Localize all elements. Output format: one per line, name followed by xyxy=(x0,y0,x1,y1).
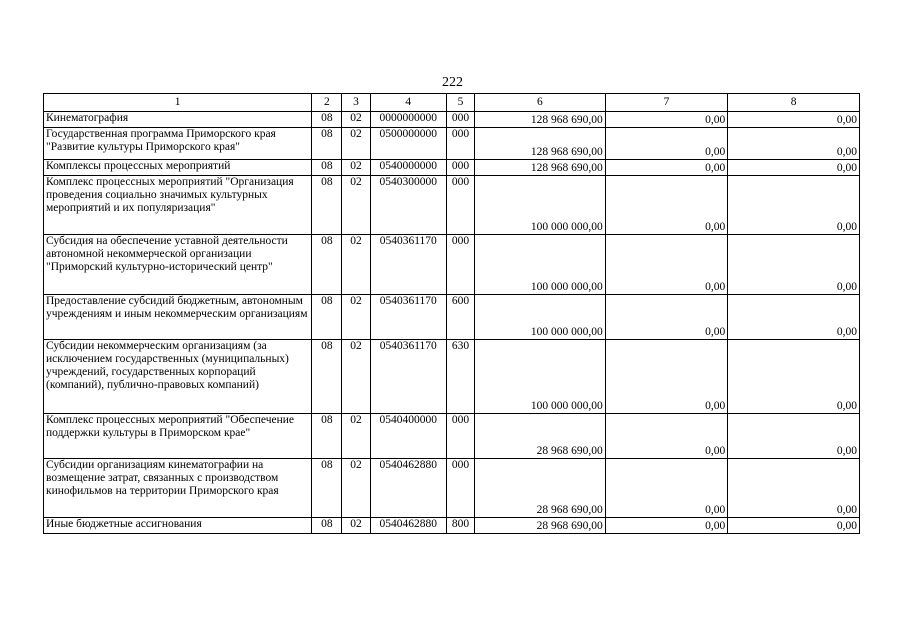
table-row xyxy=(44,459,860,518)
section-code: 08 xyxy=(312,160,342,176)
amount-col7: 0,00 xyxy=(605,340,728,414)
subsection-code: 02 xyxy=(342,235,370,295)
column-header: 6 xyxy=(475,94,606,112)
expense-type-code: 000 xyxy=(446,414,474,459)
target-article-code: 0540400000 xyxy=(370,414,446,459)
section-code: 08 xyxy=(312,518,342,534)
amount-col8: 0,00 xyxy=(728,295,860,340)
amount-col6: 128 968 690,00 xyxy=(475,128,606,160)
column-header: 8 xyxy=(728,94,860,112)
table-row xyxy=(44,235,860,295)
row-name: Кинематография xyxy=(44,112,312,128)
table-row xyxy=(44,518,860,534)
subsection-code: 02 xyxy=(342,459,370,518)
amount-col7: 0,00 xyxy=(605,176,728,235)
expense-type-code: 000 xyxy=(446,112,474,128)
amount-col8: 0,00 xyxy=(728,176,860,235)
column-header: 5 xyxy=(446,94,474,112)
expense-type-code: 000 xyxy=(446,160,474,176)
subsection-code: 02 xyxy=(342,414,370,459)
amount-col6: 100 000 000,00 xyxy=(475,235,606,295)
table-header-row xyxy=(44,94,860,112)
row-name: Иные бюджетные ассигнования xyxy=(44,518,312,534)
row-name: Комплекс процессных мероприятий "Обеспечение поддержки культуры в Приморском крае" xyxy=(44,414,312,459)
column-header: 4 xyxy=(370,94,446,112)
row-name: Комплексы процессных мероприятий xyxy=(44,160,312,176)
expense-type-code: 600 xyxy=(446,295,474,340)
amount-col6: 28 968 690,00 xyxy=(475,459,606,518)
subsection-code: 02 xyxy=(342,340,370,414)
section-code: 08 xyxy=(312,235,342,295)
column-header: 3 xyxy=(342,94,370,112)
row-name: Субсидии некоммерческим организациям (за исключением государственных (муниципальных) учреждений, государственных корпораций (компаний), публично-правовых компаний) xyxy=(44,340,312,414)
row-name: Предоставление субсидий бюджетным, автономным учреждениям и иным некоммерческим организациям xyxy=(44,295,312,340)
amount-col6: 28 968 690,00 xyxy=(475,414,606,459)
amount-col8: 0,00 xyxy=(728,235,860,295)
column-header: 1 xyxy=(44,94,312,112)
expense-type-code: 000 xyxy=(446,235,474,295)
table-row xyxy=(44,112,860,128)
subsection-code: 02 xyxy=(342,128,370,160)
target-article-code: 0540361170 xyxy=(370,235,446,295)
row-name: Государственная программа Приморского края "Развитие культуры Приморского края" xyxy=(44,128,312,160)
target-article-code: 0540300000 xyxy=(370,176,446,235)
amount-col7: 0,00 xyxy=(605,518,728,534)
row-name: Комплекс процессных мероприятий "Организация проведения социально значимых культурных мероприятий и их популяризация" xyxy=(44,176,312,235)
target-article-code: 0540462880 xyxy=(370,459,446,518)
amount-col8: 0,00 xyxy=(728,459,860,518)
amount-col7: 0,00 xyxy=(605,235,728,295)
amount-col6: 28 968 690,00 xyxy=(475,518,606,534)
section-code: 08 xyxy=(312,295,342,340)
amount-col6: 100 000 000,00 xyxy=(475,340,606,414)
budget-table xyxy=(43,93,860,534)
section-code: 08 xyxy=(312,459,342,518)
section-code: 08 xyxy=(312,414,342,459)
amount-col6: 128 968 690,00 xyxy=(475,160,606,176)
target-article-code: 0540361170 xyxy=(370,295,446,340)
amount-col7: 0,00 xyxy=(605,414,728,459)
table-row xyxy=(44,176,860,235)
subsection-code: 02 xyxy=(342,112,370,128)
amount-col8: 0,00 xyxy=(728,518,860,534)
section-code: 08 xyxy=(312,176,342,235)
page-number: 222 xyxy=(442,75,463,90)
amount-col8: 0,00 xyxy=(728,128,860,160)
column-header: 2 xyxy=(312,94,342,112)
table-row xyxy=(44,160,860,176)
expense-type-code: 630 xyxy=(446,340,474,414)
section-code: 08 xyxy=(312,112,342,128)
row-name: Субсидия на обеспечение уставной деятельности автономной некоммерческой организации "Приморский культурно-исторический центр" xyxy=(44,235,312,295)
amount-col8: 0,00 xyxy=(728,160,860,176)
amount-col7: 0,00 xyxy=(605,128,728,160)
amount-col7: 0,00 xyxy=(605,459,728,518)
section-code: 08 xyxy=(312,128,342,160)
section-code: 08 xyxy=(312,340,342,414)
amount-col7: 0,00 xyxy=(605,295,728,340)
subsection-code: 02 xyxy=(342,176,370,235)
subsection-code: 02 xyxy=(342,160,370,176)
amount-col8: 0,00 xyxy=(728,112,860,128)
target-article-code: 0540462880 xyxy=(370,518,446,534)
table-row xyxy=(44,295,860,340)
table-row xyxy=(44,128,860,160)
target-article-code: 0540361170 xyxy=(370,340,446,414)
table-row xyxy=(44,340,860,414)
table-row xyxy=(44,414,860,459)
subsection-code: 02 xyxy=(342,295,370,340)
expense-type-code: 000 xyxy=(446,128,474,160)
expense-type-code: 000 xyxy=(446,459,474,518)
amount-col8: 0,00 xyxy=(728,340,860,414)
target-article-code: 0540000000 xyxy=(370,160,446,176)
target-article-code: 0000000000 xyxy=(370,112,446,128)
amount-col6: 100 000 000,00 xyxy=(475,295,606,340)
subsection-code: 02 xyxy=(342,518,370,534)
amount-col6: 100 000 000,00 xyxy=(475,176,606,235)
row-name: Субсидии организациям кинематографии на возмещение затрат, связанных с производством кинофильмов на территории Приморского края xyxy=(44,459,312,518)
amount-col7: 0,00 xyxy=(605,160,728,176)
amount-col8: 0,00 xyxy=(728,414,860,459)
expense-type-code: 000 xyxy=(446,176,474,235)
amount-col6: 128 968 690,00 xyxy=(475,112,606,128)
target-article-code: 0500000000 xyxy=(370,128,446,160)
amount-col7: 0,00 xyxy=(605,112,728,128)
column-header: 7 xyxy=(605,94,728,112)
expense-type-code: 800 xyxy=(446,518,474,534)
